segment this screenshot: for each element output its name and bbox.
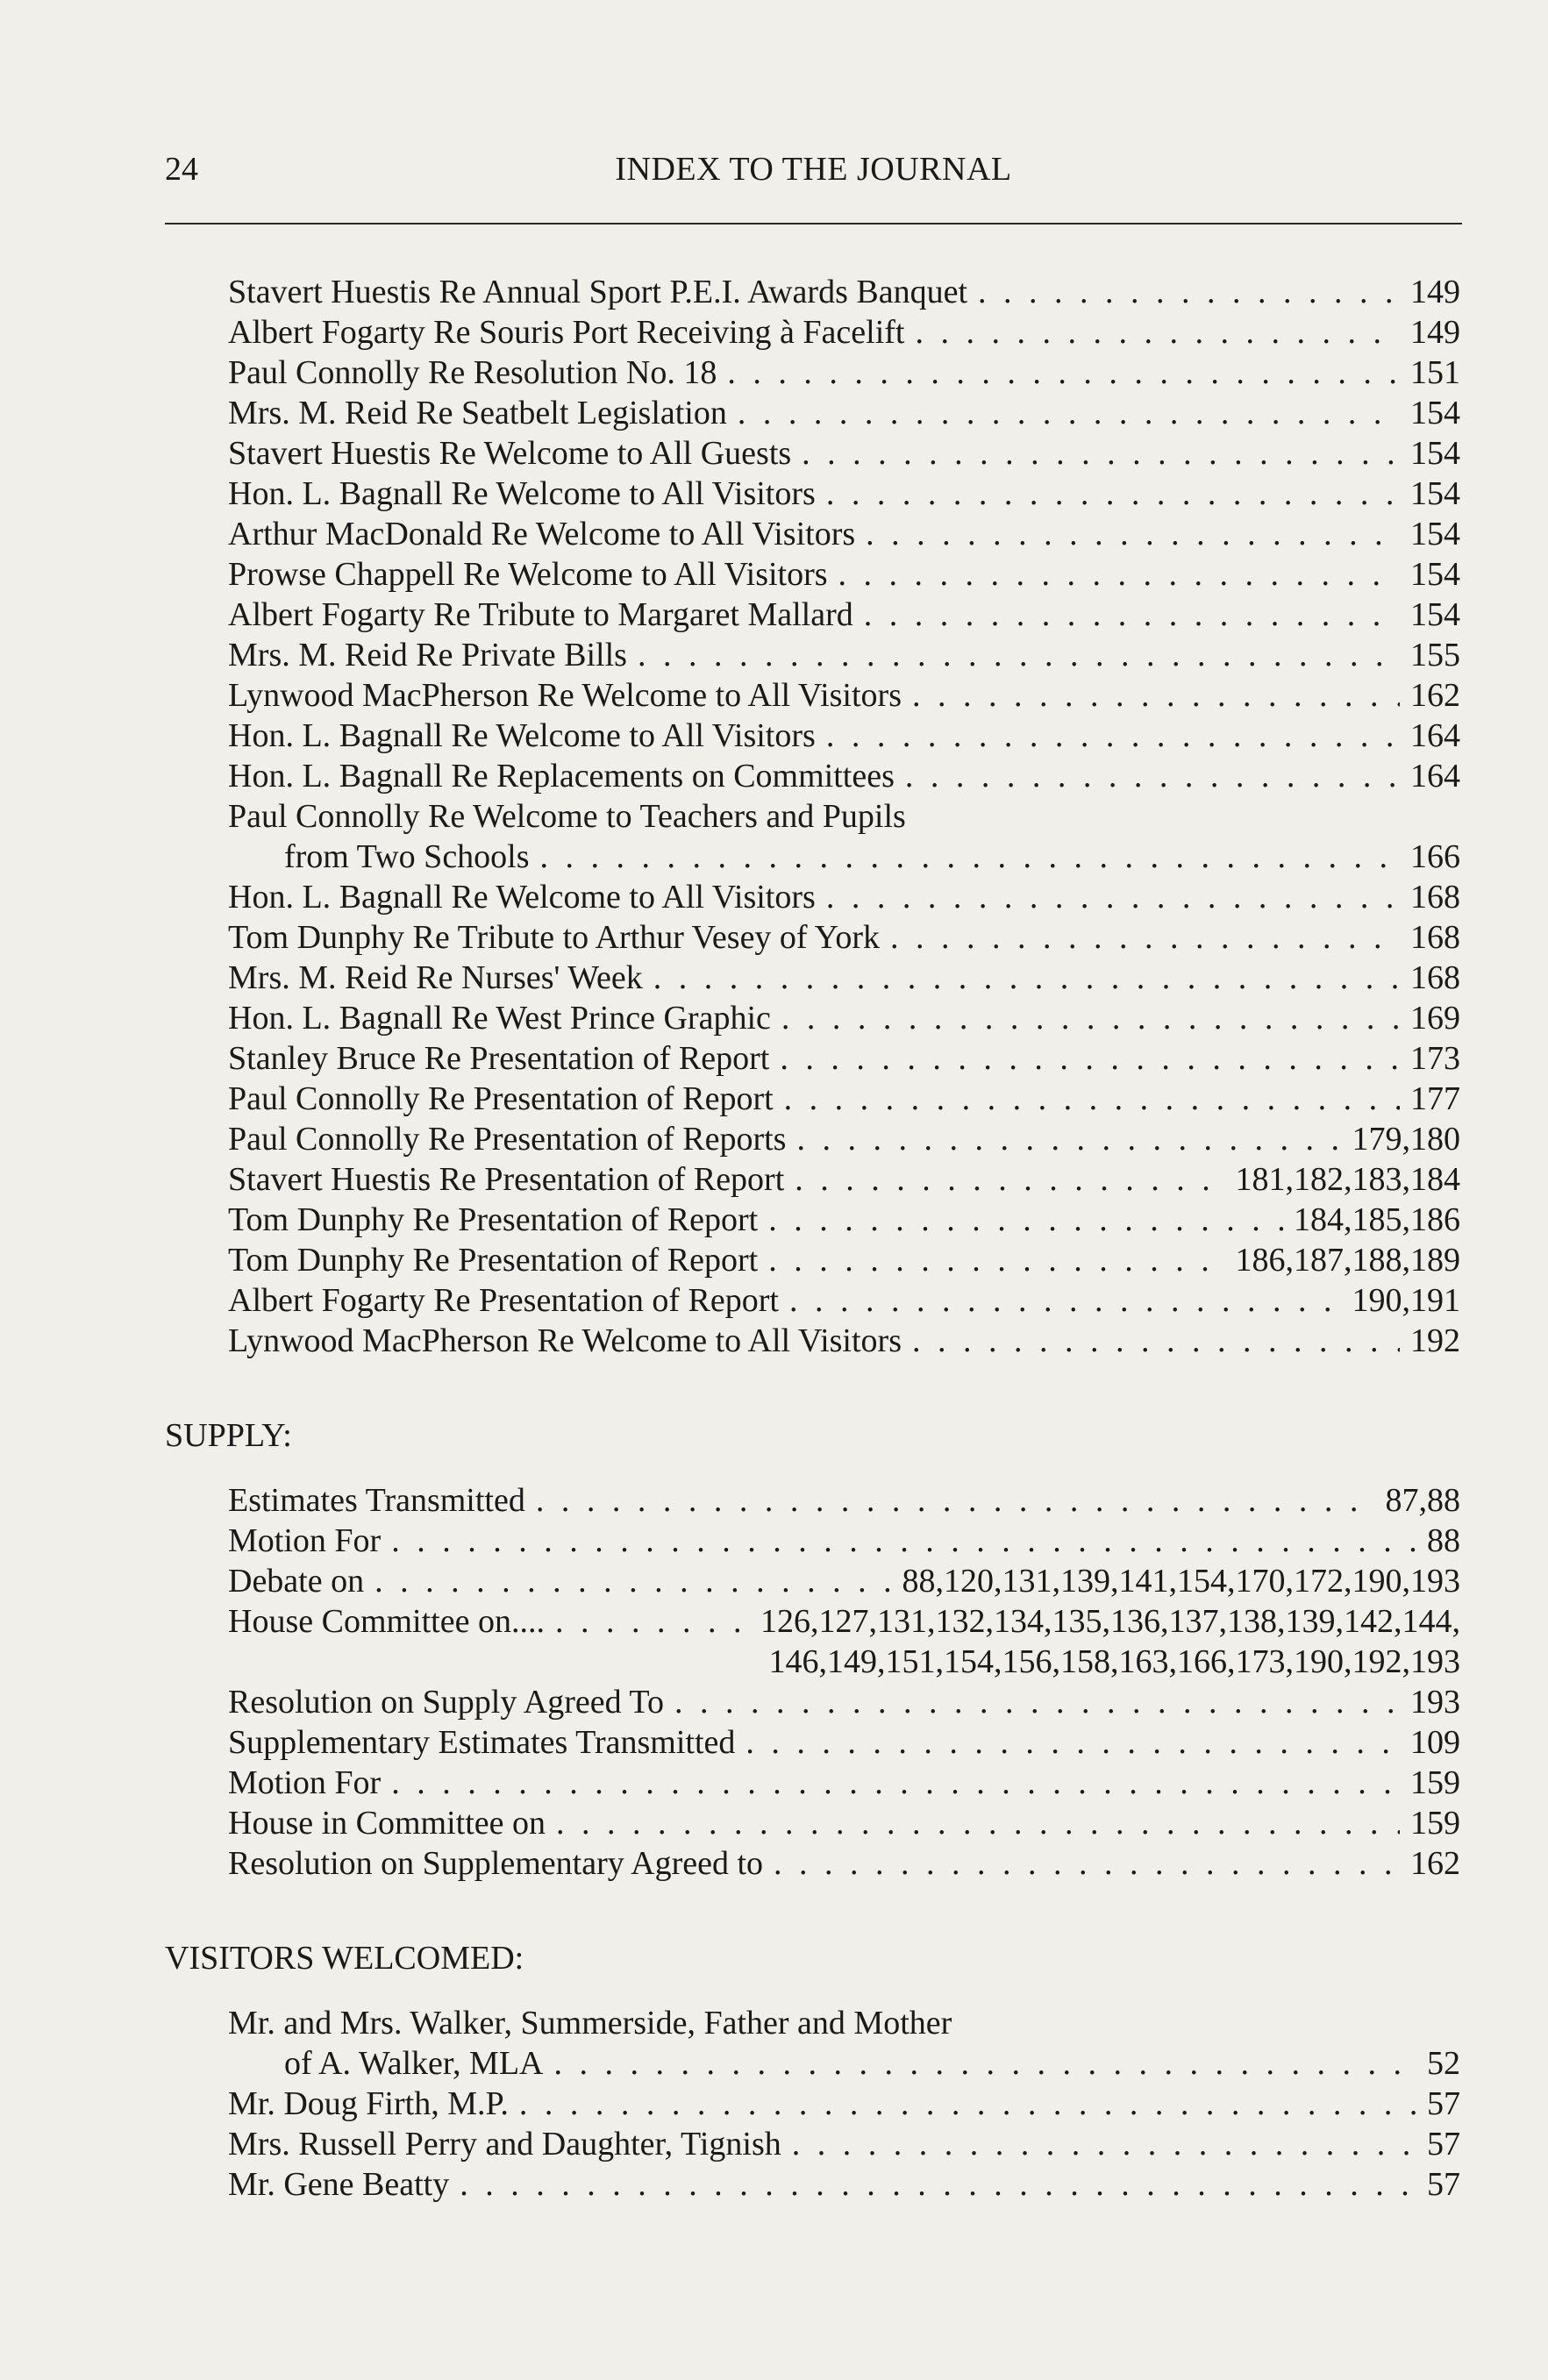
dot-leader [391,1521,1416,1561]
dot-leader [905,756,1400,796]
header-rule [165,223,1462,224]
dot-leader [738,393,1400,433]
entry-pages: 57 [1427,2085,1460,2122]
index-entry [228,514,1460,554]
index-entry [228,433,1460,474]
index-entry [228,1200,1460,1240]
dot-leader [375,1561,891,1601]
dot-leader [792,2124,1416,2164]
dot-leader [536,1480,1375,1521]
entry-pages: 52 [1427,2045,1460,2082]
index-entry [228,312,1460,353]
entry-pages: 154 [1410,516,1460,552]
index-entry [228,1521,1460,1561]
dot-leader [826,877,1400,917]
dot-leader [554,2043,1416,2084]
entry-label: Motion For [228,1522,382,1559]
entry-label: House in Committee on [228,1805,546,1842]
entry-pages: 186,187,188,189 [1235,1242,1460,1279]
entry-first-line [228,1601,1460,1642]
dot-leader [780,1038,1400,1079]
supply-list [0,1480,1548,1884]
dot-leader [768,1200,1283,1240]
index-entry [228,675,1460,716]
entry-label: Paul Connolly Re Welcome to Teachers and Pupils [228,798,906,835]
entry-label: Stavert Huestis Re Welcome to All Guests [228,435,792,472]
dot-leader [912,1321,1400,1361]
entry-pages: 190,191 [1352,1282,1460,1319]
entry-pages: 126,127,131,132,134,135,136,137,138,139,142,144, [760,1603,1460,1640]
entry-pages: 154 [1410,596,1460,633]
running-title: INDEX TO THE JOURNAL [615,151,1012,188]
entry-label: Hon. L. Bagnall Re Welcome to All Visitors [228,879,816,916]
entry-pages: 57 [1427,2166,1460,2203]
index-entry [228,1480,1460,1521]
entry-pages: 88 [1427,1522,1460,1559]
entry-label: Paul Connolly Re Presentation of Reports [228,1121,787,1158]
entry-pages: 184,185,186 [1294,1201,1460,1238]
index-entry [228,958,1460,998]
dot-leader [653,958,1400,998]
entry-label: House Committee on.... [228,1603,545,1640]
entry-label: Mr. and Mrs. Walker, Summerside, Father and Mother [228,2005,952,2042]
dot-leader [674,1682,1400,1722]
entry-label: Mrs. M. Reid Re Seatbelt Legislation [228,395,727,431]
entry-pages-continuation: 146,149,151,154,156,158,163,166,173,190,192,193 [768,1643,1460,1680]
dot-leader [391,1763,1400,1803]
entry-label: Albert Fogarty Re Tribute to Margaret Mallard [228,596,853,633]
dot-leader [915,312,1400,353]
dot-leader [789,1280,1342,1321]
dot-leader [978,272,1400,312]
entry-label: Arthur MacDonald Re Welcome to All Visitors [228,516,856,552]
index-entry [228,2003,1460,2084]
index-entry [228,474,1460,514]
entry-pages: 164 [1410,758,1460,795]
entry-pages: 154 [1410,435,1460,472]
entry-pages: 173 [1410,1040,1460,1077]
entry-label: Supplementary Estimates Transmitted [228,1724,736,1761]
entry-label: Stavert Huestis Re Annual Sport P.E.I. Awards Banquet [228,274,967,310]
entry-continuation-line [228,2043,1460,2084]
index-entry [228,353,1460,393]
entry-label: Albert Fogarty Re Souris Port Receiving à Facelift [228,314,905,351]
index-entry [228,756,1460,796]
entry-pages: 164 [1410,717,1460,754]
entry-label: Motion For [228,1764,382,1801]
index-entry [228,796,1460,877]
entry-label: Prowse Chappell Re Welcome to All Visitors [228,556,828,593]
dot-leader [796,1119,1341,1159]
index-entry [228,2084,1460,2124]
entry-label: Resolution on Supply Agreed To [228,1684,664,1721]
dot-leader [826,474,1400,514]
entry-label: Mr. Gene Beatty [228,2166,450,2203]
entry-pages: 162 [1410,677,1460,714]
entry-pages: 57 [1427,2126,1460,2163]
index-entry [228,1321,1460,1361]
entry-label: Albert Fogarty Re Presentation of Report [228,1282,779,1319]
index-entry [228,272,1460,312]
entry-label: Tom Dunphy Re Tribute to Arthur Vesey of York [228,919,880,956]
entry-label: Hon. L. Bagnall Re Welcome to All Visitors [228,717,816,754]
entry-pages: 166 [1410,838,1460,875]
entry-pages: 154 [1410,556,1460,593]
entry-label: Lynwood MacPherson Re Welcome to All Visitors [228,677,902,714]
entry-pages: 169 [1410,1000,1460,1037]
entry-label: Resolution on Supplementary Agreed to [228,1845,764,1882]
statements-list [0,272,1548,1361]
entry-label: Lynwood MacPherson Re Welcome to All Visitors [228,1322,902,1359]
dot-leader [826,716,1400,756]
dot-leader [727,353,1400,393]
entry-label: Stavert Huestis Re Presentation of Report [228,1161,785,1198]
entry-pages: 193 [1410,1684,1460,1721]
entry-pages: 181,182,183,184 [1235,1161,1460,1198]
index-entry [228,1722,1460,1763]
index-entry [228,998,1460,1038]
dot-leader [838,554,1400,595]
index-entry [228,635,1460,675]
entry-pages: 179,180 [1352,1121,1460,1158]
dot-leader [774,1843,1400,1884]
section-heading-supply: SUPPLY: [165,1417,292,1454]
dot-leader [556,1803,1400,1843]
entry-pages: 154 [1410,475,1460,512]
section-heading-visitors: VISITORS WELCOMED: [165,1940,524,1977]
entry-pages: 162 [1410,1845,1460,1882]
index-entry [228,393,1460,433]
entry-pages: 88,120,131,139,141,154,170,172,190,193 [902,1563,1460,1600]
entry-pages: 177 [1410,1080,1460,1117]
entry-label: Tom Dunphy Re Presentation of Report [228,1242,759,1279]
entry-label: Mrs. M. Reid Re Nurses' Week [228,959,643,996]
dot-leader [784,1079,1400,1119]
entry-pages: 109 [1410,1724,1460,1761]
dot-leader [912,675,1400,716]
entry-continuation-line [228,837,1460,877]
index-entry [228,1280,1460,1321]
entry-pages: 192 [1410,1322,1460,1359]
index-entry [228,1119,1460,1159]
index-entry [228,877,1460,917]
entry-pages: 159 [1410,1764,1460,1801]
entry-pages: 159 [1410,1805,1460,1842]
dot-leader [802,433,1400,474]
entry-label: Paul Connolly Re Presentation of Report [228,1080,774,1117]
index-entry [228,917,1460,958]
index-entry [228,595,1460,635]
dot-leader [781,998,1400,1038]
index-entry [228,1079,1460,1119]
entry-label: Stanley Bruce Re Presentation of Report [228,1040,770,1077]
entry-pages: 168 [1410,959,1460,996]
entry-label: Mrs. Russell Perry and Daughter, Tignish [228,2126,781,2163]
page-number: 24 [165,151,198,188]
entry-pages: 154 [1410,395,1460,431]
entry-label: Tom Dunphy Re Presentation of Report [228,1201,759,1238]
index-entry [228,1763,1460,1803]
entry-label: Hon. L. Bagnall Re West Prince Graphic [228,1000,771,1037]
dot-leader [864,595,1400,635]
index-entry [228,1159,1460,1200]
dot-leader [519,2084,1416,2124]
index-entry [228,554,1460,595]
dot-leader [795,1159,1224,1200]
index-entry [228,1843,1460,1884]
index-entry [228,1038,1460,1079]
entry-pages: 87,88 [1385,1482,1460,1519]
entry-label: Mrs. M. Reid Re Private Bills [228,637,627,673]
index-entry [228,716,1460,756]
index-entry [228,1601,1460,1682]
index-entry [228,2124,1460,2164]
dot-leader [555,1601,750,1642]
dot-leader [890,917,1400,958]
entry-label: Mr. Doug Firth, M.P. [228,2085,509,2122]
dot-leader [745,1722,1400,1763]
entry-pages: 168 [1410,919,1460,956]
entry-pages: 151 [1410,354,1460,391]
entry-label: Hon. L. Bagnall Re Welcome to All Visitors [228,475,816,512]
entry-pages: 155 [1410,637,1460,673]
entry-pages: 168 [1410,879,1460,916]
entry-pages: 149 [1410,274,1460,310]
entry-pages: 149 [1410,314,1460,351]
index-entry [228,1240,1460,1280]
entry-label-continuation: of A. Walker, MLA [284,2045,544,2082]
entry-label: Debate on [228,1563,365,1600]
index-entry [228,1803,1460,1843]
dot-leader [866,514,1400,554]
entry-label: Estimates Transmitted [228,1482,525,1519]
dot-leader [460,2164,1416,2205]
dot-leader [638,635,1400,675]
entry-label: Hon. L. Bagnall Re Replacements on Committees [228,758,895,795]
dot-leader [768,1240,1224,1280]
dot-leader [540,837,1400,877]
index-entry [228,1682,1460,1722]
visitors-list [0,2003,1548,2205]
index-entry [228,2164,1460,2205]
entry-label: Paul Connolly Re Resolution No. 18 [228,354,717,391]
entry-label-continuation: from Two Schools [284,838,530,875]
index-entry [228,1561,1460,1601]
index-content [0,272,1548,2205]
